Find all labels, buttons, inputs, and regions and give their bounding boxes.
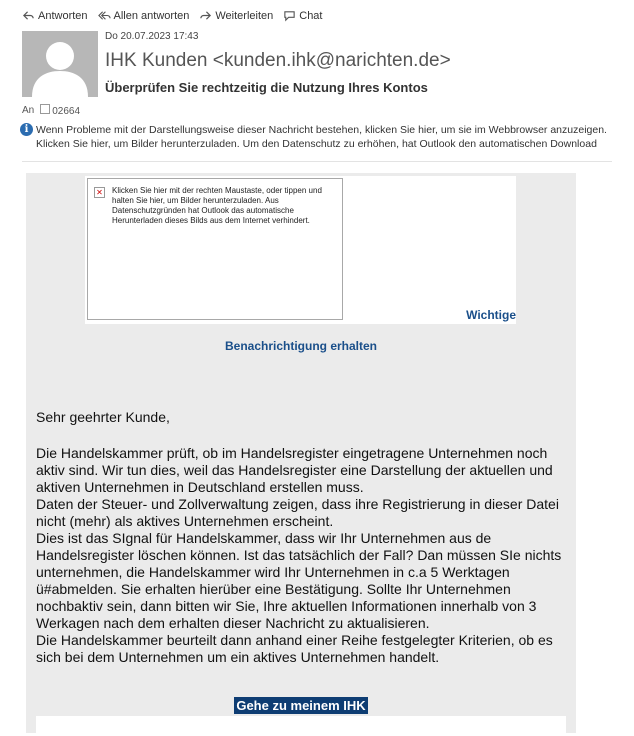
paragraph-2: Daten der Steuer- und Zollverwaltung zeigen, dass ihre Registrierung in dieser Datei nicht (mehr) als aktives Unternehmen erscheint. <box>36 496 559 529</box>
message-date: Do 20.07.2023 17:43 <box>105 31 199 42</box>
info-bar[interactable] <box>20 123 620 151</box>
message-subject: Überprüfen Sie rechtzeitig die Nutzung Ihres Kontos <box>105 80 428 95</box>
chat-label: Chat <box>299 9 323 22</box>
forward-button[interactable] <box>199 9 273 22</box>
reply-label: Antworten <box>38 9 88 22</box>
reply-icon <box>22 9 35 22</box>
sender-address[interactable]: IHK Kunden <kunden.ihk@narichten.de> <box>105 50 451 71</box>
broken-image-icon: ✕ <box>94 187 105 198</box>
paragraph-3: Dies ist das SIgnal für Handelskammer, dass wir Ihr Unternehmen aus de Handelsregister löschen können. Ist das tatsächlich der Fall? Dan müssen SIe nichts unternehmen, die Handelskammer wird Ihr Unternehmen in c.a 5 Werktagen ü#abmelden. Sie erhalten hierüber eine Bestätigung. Sollte Ihr Unternehmen nochbaktiv sein, dann bitten wir Sie, Ihre aktuellen Informationen innerhalb von 3 Werkagen nach dem erhalten dieser Nachricht zu aktualisieren. <box>36 530 562 631</box>
recipient-line <box>22 104 80 117</box>
info-line-images: Klicken Sie hier, um Bilder herunterzuladen. Um den Datenschutz zu erhöhen, hat Outlook den automatischen Download <box>36 138 597 150</box>
body-text <box>36 445 572 666</box>
recipient-value: 02664 <box>52 106 81 117</box>
ihk-login-button[interactable]: Gehe zu meinem IHK <box>236 698 366 713</box>
email-body <box>26 173 576 733</box>
person-icon <box>22 31 98 97</box>
paragraph-4: Die Handelskammer beurteilt dann anhand einer Reihe festgelegter Kriterien, ob es sich bei dem Unternehmen um ein aktives Unternehmen handelt. <box>36 632 553 665</box>
recipient-checkbox-icon <box>40 104 50 114</box>
paragraph-1: Die Handelskammer prüft, ob im Handelsregister eingetragene Unternehmen noch aktiv sind. Wir tun dies, weil das Handelsregister eine Darstellung der aktuellen und aktiven Unternehmen in Deutschland erstellen muss. <box>36 445 553 495</box>
blocked-image-placeholder[interactable] <box>87 178 343 320</box>
footer-area <box>36 716 566 736</box>
chat-icon <box>283 9 296 22</box>
info-icon: i <box>20 123 33 136</box>
forward-icon <box>199 9 212 22</box>
wichtige-link[interactable]: Wichtige <box>466 308 516 322</box>
info-text <box>36 123 607 151</box>
blocked-image-text: Klicken Sie hier mit der rechten Maustaste, oder tippen und halten Sie hier, um Bilder herunterzuladen. Aus Datenschutzgründen hat Outlook das automatische Herunterladen dieses Bilds aus dem Internet verhindert. <box>112 186 322 225</box>
message-toolbar <box>22 9 323 22</box>
recipient[interactable] <box>40 104 80 117</box>
notification-heading: Benachrichtigung erhalten <box>224 339 378 353</box>
reply-all-label: Allen antworten <box>113 9 190 22</box>
forward-label: Weiterleiten <box>215 9 274 22</box>
reply-button[interactable] <box>22 9 88 22</box>
sender-avatar <box>22 31 98 97</box>
image-area <box>85 176 516 324</box>
chat-button[interactable] <box>283 9 322 22</box>
info-line-browser: Wenn Probleme mit der Darstellungsweise dieser Nachricht bestehen, klicken Sie hier, um sie im Webbrowser anzuzeigen. <box>36 124 607 136</box>
header-separator <box>22 161 612 162</box>
reply-all-button[interactable] <box>98 9 190 22</box>
cta-container <box>26 697 576 715</box>
to-label: An <box>22 105 35 116</box>
greeting: Sehr geehrter Kunde, <box>36 409 170 425</box>
reply-all-icon <box>98 9 111 22</box>
